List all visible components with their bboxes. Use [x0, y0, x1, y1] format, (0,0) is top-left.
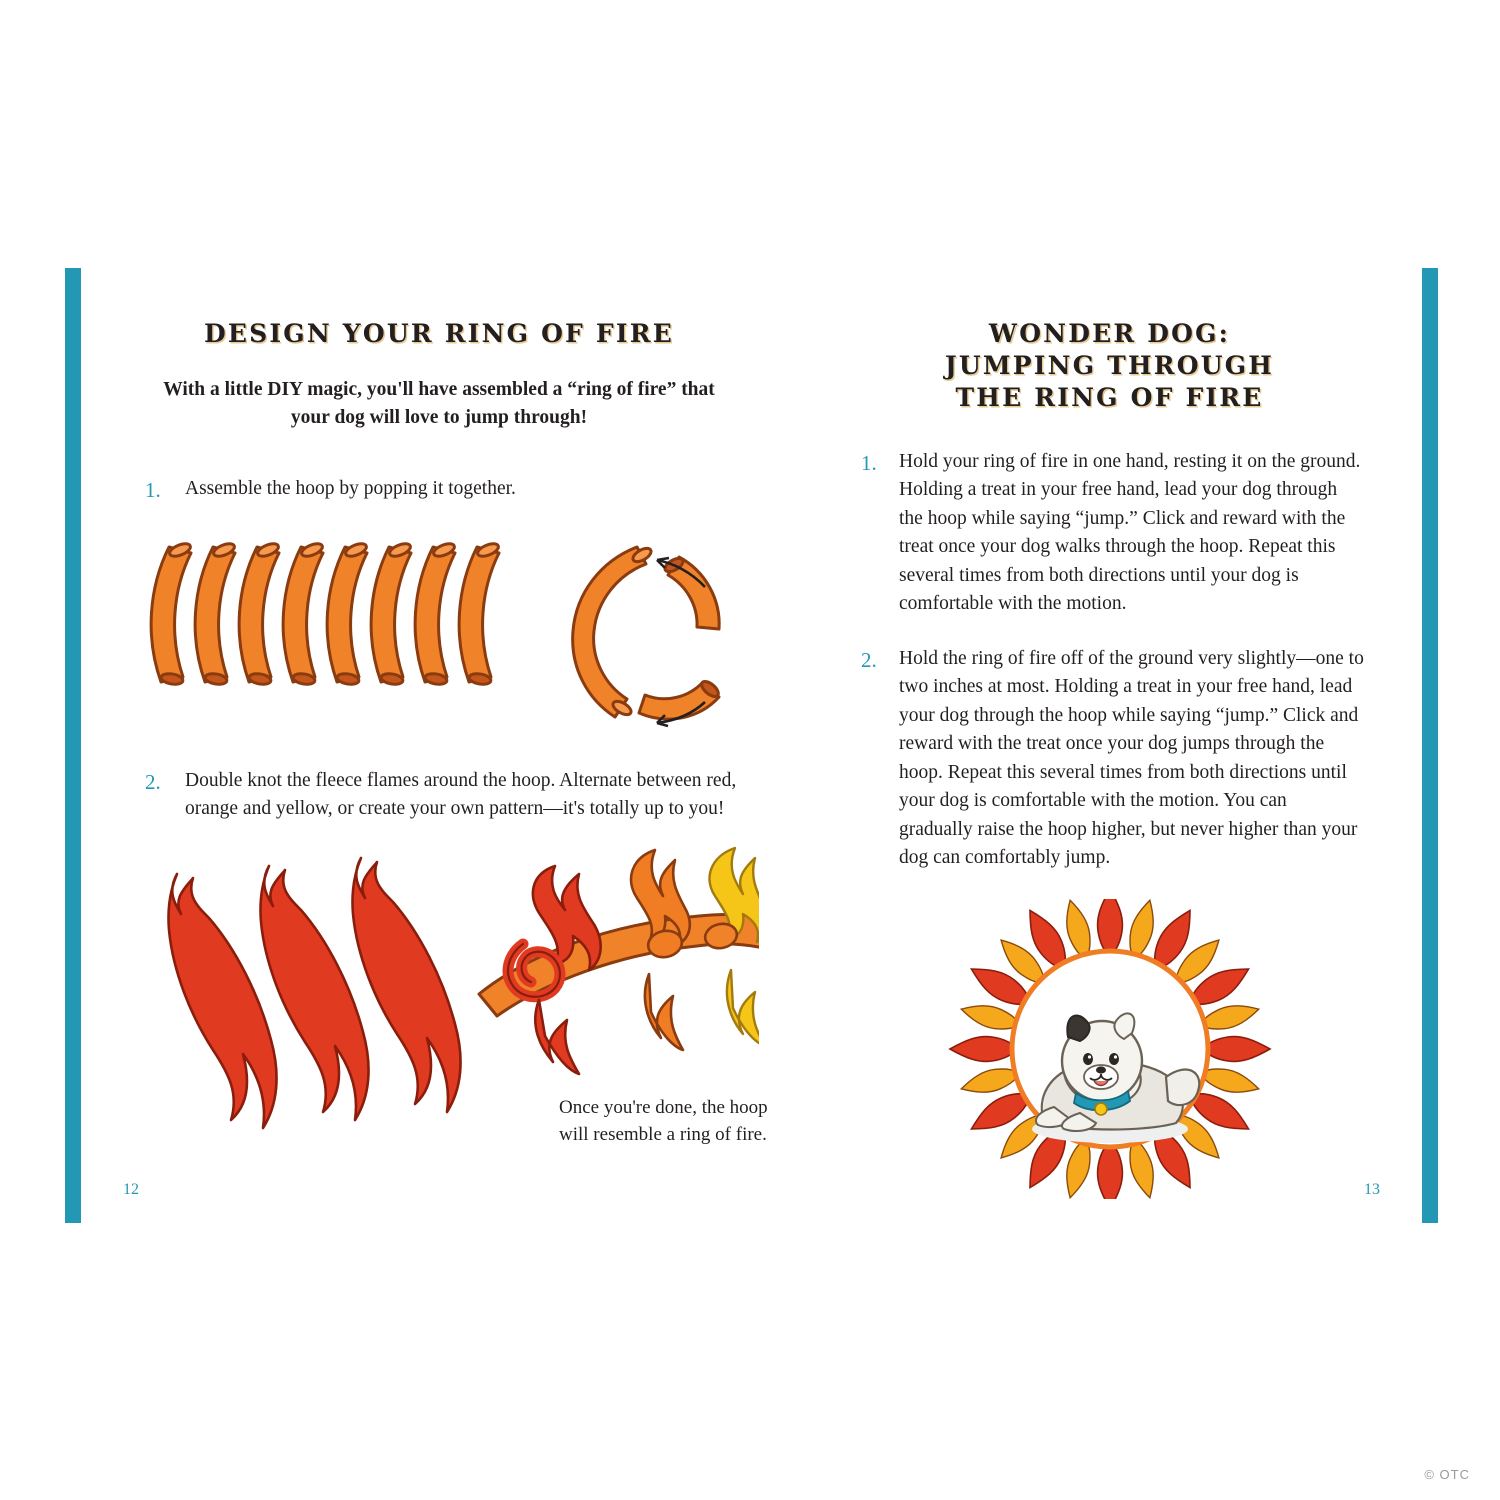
step-number: 2.: [861, 647, 877, 672]
step-text: Hold the ring of fire off of the ground very slightly—one to two inches at most. Holding a treat in your free hand, lead your dog through the hoop while saying “jump.” Click and reward with the treat once your dog jumps through the hoop. Repeat this several times from both directions until your dog is comfortable with the motion. You can gradually raise the hoop higher, but never higher than your dog can comfortably jump.: [899, 647, 1364, 869]
left-page: [81, 268, 797, 1223]
step-item: [139, 767, 739, 824]
step-number: 1.: [145, 478, 161, 503]
page-title-left: DESIGN YOUR RING OF FIRE: [204, 319, 674, 348]
hoop-parts-figure: [139, 527, 739, 757]
hoop-assembly-illustration: [573, 546, 721, 719]
copyright-watermark: © OTC: [1424, 1467, 1470, 1482]
step-text: Hold your ring of fire in one hand, resting it on the ground. Holding a treat in your free hand, lead your dog through the hoop while saying “jump.” Click and reward with the treat once your dog walks through the hoop. Repeat this several times from both directions until your dog is comfortable with the motion.: [899, 451, 1361, 615]
dog-in-ring-of-fire-illustration: [900, 899, 1320, 1199]
knotted-flames-illustration: [479, 848, 759, 1074]
flames-figure: [139, 844, 768, 1174]
page-title-right: [855, 318, 1364, 414]
step-text: Assemble the hoop by popping it together.: [185, 478, 516, 500]
step-number: 2.: [145, 769, 161, 794]
intro-paragraph: With a little DIY magic, you'll have assembled a “ring of fire” that your dog will love to jump through!: [163, 379, 715, 428]
hoop-segments-illustration: [139, 527, 739, 757]
page-number-right: 13: [1364, 1181, 1380, 1198]
dog-ring-figure: [855, 899, 1364, 1204]
page-title-line: JUMPING THROUGH: [944, 351, 1275, 380]
page-title-line: THE RING OF FIRE: [955, 383, 1264, 412]
book-spread: [65, 268, 1438, 1223]
figure-caption: Once you're done, the hoop will resemble a ring of fire.: [559, 1096, 768, 1146]
page-title-line: WONDER DOG:: [988, 319, 1231, 348]
step-item: [139, 475, 739, 507]
step-number: 1.: [861, 451, 877, 475]
step-text: Double knot the fleece flames around the hoop. Alternate between red, orange and yellow, or create your own pattern—it's totally up to you!: [185, 769, 737, 820]
page-number-left: 12: [123, 1181, 139, 1198]
spine-edge-right: [1422, 268, 1438, 1223]
spine-edge-left: [65, 268, 81, 1223]
step-item: [855, 448, 1364, 619]
step-item: [855, 645, 1364, 873]
right-page: [797, 268, 1422, 1223]
